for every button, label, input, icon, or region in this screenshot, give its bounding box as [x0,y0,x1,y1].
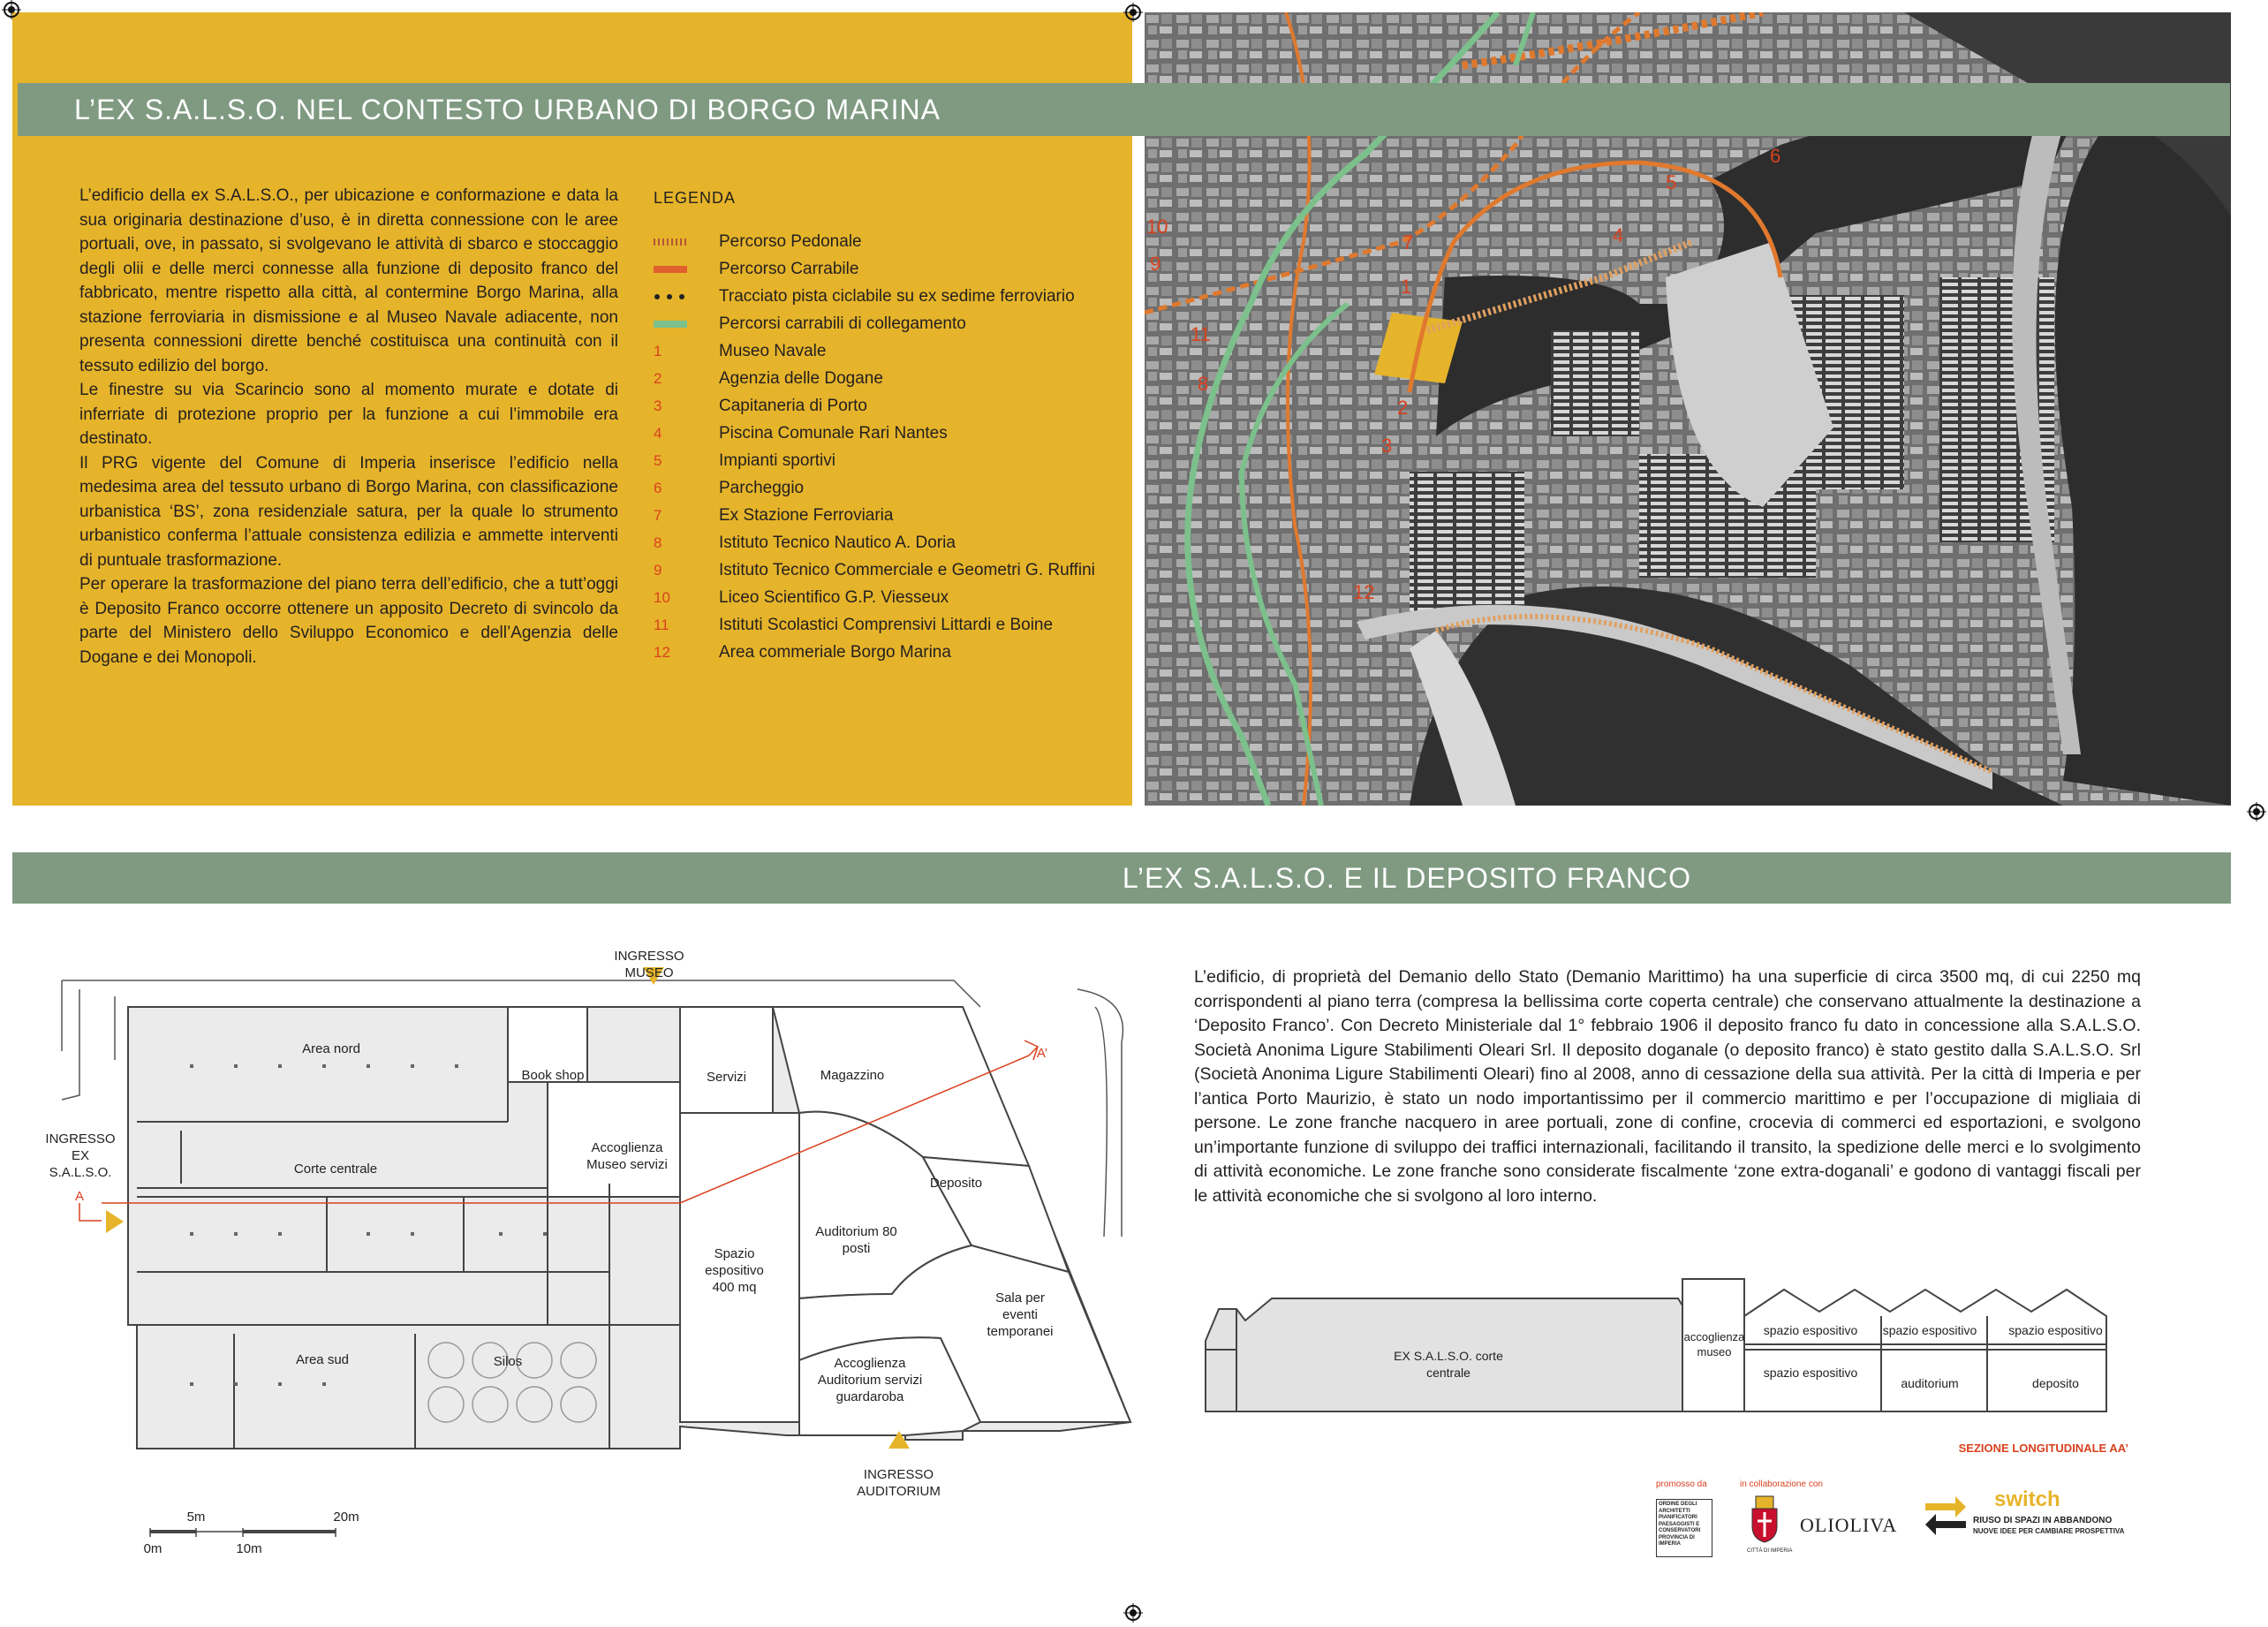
legend-number: 3 [654,397,662,414]
longitudinal-section [1201,1272,2137,1413]
room-accoglienza-auditorium: Accoglienza Auditorium servizi guardaroba [817,1356,923,1404]
legend-label: Istituti Scolastici Comprensivi Littardi e Boine [719,616,1054,634]
legend-item-pedestrian [654,229,862,255]
section2-title: L’EX S.A.L.S.O. E IL DEPOSITO FRANCO [1122,861,1691,894]
section-marker-a: A [74,1189,84,1204]
room-sala-eventi: Sala per eventi temporanei [987,1290,1054,1339]
legend-title: LEGENDA [654,189,737,207]
cycle-path-icon [654,292,689,301]
promoted-by-label: promosso da [1656,1479,1707,1489]
legend-number: 5 [654,452,662,469]
floor-plan [0,945,1148,1563]
scale-0: 0m [143,1541,163,1556]
olioliva-logo: OLIOLIVA [1800,1514,1898,1536]
scale-20: 20m [333,1510,359,1525]
legend-label: Parcheggio [719,479,805,497]
legend-number: 7 [654,507,662,524]
room-accoglienza-museo: Accoglienza Museo servizi [586,1140,668,1172]
legend-item-link [654,311,966,337]
map-label-5: 5 [1666,171,1677,193]
legend-number: 11 [654,617,669,633]
section-label-spazio-3: spazio espositivo [1882,1323,1977,1337]
map-label-4: 4 [1613,224,1624,246]
legend-item-7 [654,503,893,529]
legend-label: Percorso Carrabile [719,260,859,278]
registration-mark-icon [1123,1603,1143,1623]
legend-label: Tracciato pista ciclabile su ex sedime ferroviario [719,287,1075,306]
legend-item-5 [654,448,835,474]
section1-title: L’EX S.A.L.S.O. NEL CONTESTO URBANO DI BORGO MARINA [74,93,941,125]
legend-number: 12 [654,644,670,661]
section-label-spazio-2: spazio espositivo [1763,1366,1858,1380]
map-label-8: 8 [1198,373,1209,395]
legend-number: 8 [654,534,662,551]
intro-paragraph-3: Il PRG vigente del Comune di Imperia inserisce l’edificio nella medesima area del tessuto urbano di Borgo Marina, con classificazione urbanistica ‘BS’, zona residenziale satura, per la quale lo strumento urbanistico conferma l’attuale consistenza edilizia e ammette interventi di puntuale trasformazione. [79,453,618,570]
switch-arrows-icon [1924,1495,1968,1537]
road-path-icon [654,265,689,274]
legend-item-6 [654,475,804,502]
switch-logo [1924,1487,2127,1553]
legend-item-4 [654,420,948,447]
entrance-museum-label: INGRESSO MUSEO [614,949,684,980]
legend-number: 1 [654,343,662,359]
section-label-deposito: deposito [2032,1376,2079,1390]
switch-tagline: NUOVE IDEE PER CAMBIARE PROSPETTIVA [1973,1527,2125,1535]
map-label-6: 6 [1770,145,1781,167]
legend-number: 6 [654,480,662,496]
legend-label: Ex Stazione Ferroviaria [719,506,894,525]
intro-paragraph-4: Per operare la trasformazione del piano terra dell’edificio, che a tutt’oggi è Deposito Franco occorre ottenere un apposito Decreto di svincolo da parte del Ministero dello Sviluppo Economico e dell’Agenzia delle Dogane e dei Monopoli. [79,575,618,667]
room-deposito: Deposito [929,1176,983,1191]
map-label-12: 12 [1353,581,1375,603]
section-label-salso: EX S.A.L.S.O. corte centrale [1394,1349,1503,1380]
scale-5: 5m [186,1510,206,1525]
intro-paragraph-2: Le finestre su via Scarincio sono al momento murate e dotate di inferriate di protezione proprio per la funzione a cui l’immobile era destinato. [79,381,618,448]
legend-item-11 [654,612,1053,639]
section-label-spazio-1: spazio espositivo [1763,1323,1858,1337]
room-servizi: Servizi [706,1070,746,1085]
entrance-auditorium-label: INGRESSO AUDITORIUM [857,1467,941,1499]
deposito-paragraph: L’edificio, di proprietà del Demanio dello Stato (Demanio Marittimo) ha una superficie di circa 3500 mq, di cui 2250 mq corrispondenti al piano terra (compresa la bellissima corte coperta centrale) che conservano attualmente la destinazione a ‘Deposito Franco’. Con Decreto Ministeriale dal 1° febbraio 1906 il deposito franco fu dato in concessione alla S.A.L.S.O. Società Anonima Ligure Stabilimenti Oleari Srl. Il deposito doganale (o deposito franco) è stato gestito dalla S.A.L.S.O. Srl (Società Anonima Ligure Stabilimenti Oleari) fino al 2008, anno di cessazione della sua attività. Per la città di Imperia e per l’antica Porto Maurizio, è stato un nodo importantissimo per il commercio marittimo e per l’occupazione di migliaia di persone. Le zone franche nacquero in aree portuali, zone di confine, crocevia di commerci ed esportazioni, e svolgono un’importante funzione di sviluppo dei traffici internazionali, facilitando il transito, la spedizione delle merci e lo svolgimento di attività economiche. Le zone franche sono considerate fiscalmente ‘zone extra-doganali’ e godono di vantaggi fiscali per le attività economiche che si svolgono al loro interno. [1194,967,2141,1206]
intro-paragraph: L’edificio della ex S.A.L.S.O., per ubicazione e conformazione e data la sua originaria destinazione d’uso, è in diretta connessione con le aree portuali, ove, in passato, si svolgevano le attività di sbarco e stoccaggio degli olii e delle merci connesse alla funzione di deposito franco del fabbricato, mentre rispetto alla città, al contermine Borgo Marina, alla stazione ferroviaria in dismissione e al Museo Navale adiacente, non presenta connessioni dirette benché costituisca una continuità con il tessuto edilizio del borgo. [79,186,618,375]
section-marker-a2: A’ [1036,1046,1048,1061]
deposito-text [1194,965,2141,1208]
left-margin [0,0,12,806]
room-area-sud: Area sud [295,1352,350,1367]
legend-label: Capitaneria di Porto [719,397,867,415]
registration-mark-icon [1123,3,1143,22]
legend-item-10 [654,585,949,611]
legend-label: Istituto Tecnico Commerciale e Geometri G. Ruffini [719,561,1095,579]
context-text [79,184,618,670]
legend-number: 4 [654,425,662,442]
collaboration-label: in collaborazione con [1740,1479,1823,1489]
legend-item-3 [654,393,867,420]
entrance-salso-label: INGRESSO EX S.A.L.S.O. [45,1131,116,1180]
legend-label: Museo Navale [719,342,827,360]
registration-mark-icon [2,0,21,19]
section-label-spazio-4: spazio espositivo [2008,1323,2103,1337]
section-caption: SEZIONE LONGITUDINALE AA’ [1958,1442,2128,1455]
city-crest-logo [1747,1495,1793,1556]
section-title-context [18,83,2230,136]
switch-wordmark: switch [1994,1487,2060,1511]
room-magazzino: Magazzino [820,1068,885,1083]
legend-label: Agenzia delle Dogane [719,369,883,388]
switch-subtitle: RIUSO DI SPAZI IN ABBANDONO [1973,1516,2113,1525]
legend-item-12 [654,639,951,666]
legend-label: Impianti sportivi [719,451,835,470]
room-auditorium: Auditorium 80 posti [815,1224,897,1256]
legend-label: Area commeriale Borgo Marina [719,643,951,662]
legend-label: Istituto Tecnico Nautico A. Doria [719,534,956,552]
city-crest-caption: CITTÀ DI IMPERIA [1747,1548,1793,1554]
map-label-11: 11 [1191,323,1211,345]
room-spazio-espositivo: Spazio espositivo 400 mq [705,1246,764,1295]
map-label-9: 9 [1150,253,1161,275]
legend-item-cycle [654,284,1075,310]
section-label-accoglienza: accoglienza museo [1683,1330,1745,1358]
room-area-nord: Area nord [302,1041,360,1056]
legend-item-9 [654,557,1095,584]
room-silos: Silos [493,1354,523,1369]
legend-item-road [654,256,858,283]
room-book-shop: Book shop [521,1068,585,1083]
legend-label: Liceo Scientifico G.P. Viesseux [719,588,949,607]
registration-mark-icon [2247,802,2266,821]
link-path-icon [654,320,689,329]
pedestrian-path-icon [654,238,689,246]
map-label-3: 3 [1381,435,1393,457]
legend-number: 2 [654,370,662,387]
map-label-2: 2 [1397,397,1409,419]
section-label-auditorium: auditorium [1901,1376,1959,1390]
legend-number: 10 [654,589,670,606]
legend-item-2 [654,366,883,392]
map-label-7: 7 [1402,231,1414,254]
map-label-10: 10 [1146,216,1168,238]
scale-10: 10m [236,1541,262,1556]
map-label-1: 1 [1401,276,1412,298]
top-margin [0,0,1132,12]
legend-label: Percorso Pedonale [719,232,862,251]
legend-number: 9 [654,562,662,579]
legend-item-8 [654,530,956,556]
ordine-architetti-logo: ORDINE DEGLI ARCHITETTI PIANIFICATORI PAESAGGISTI E CONSERVATORI PROVINCIA DI IMPERIA [1656,1499,1712,1557]
legend-item-1 [654,338,826,365]
legend-label: Piscina Comunale Rari Nantes [719,424,948,443]
legend-label: Percorsi carrabili di collegamento [719,314,966,333]
section-title-deposito [12,852,2231,904]
room-corte-centrale: Corte centrale [293,1162,378,1177]
